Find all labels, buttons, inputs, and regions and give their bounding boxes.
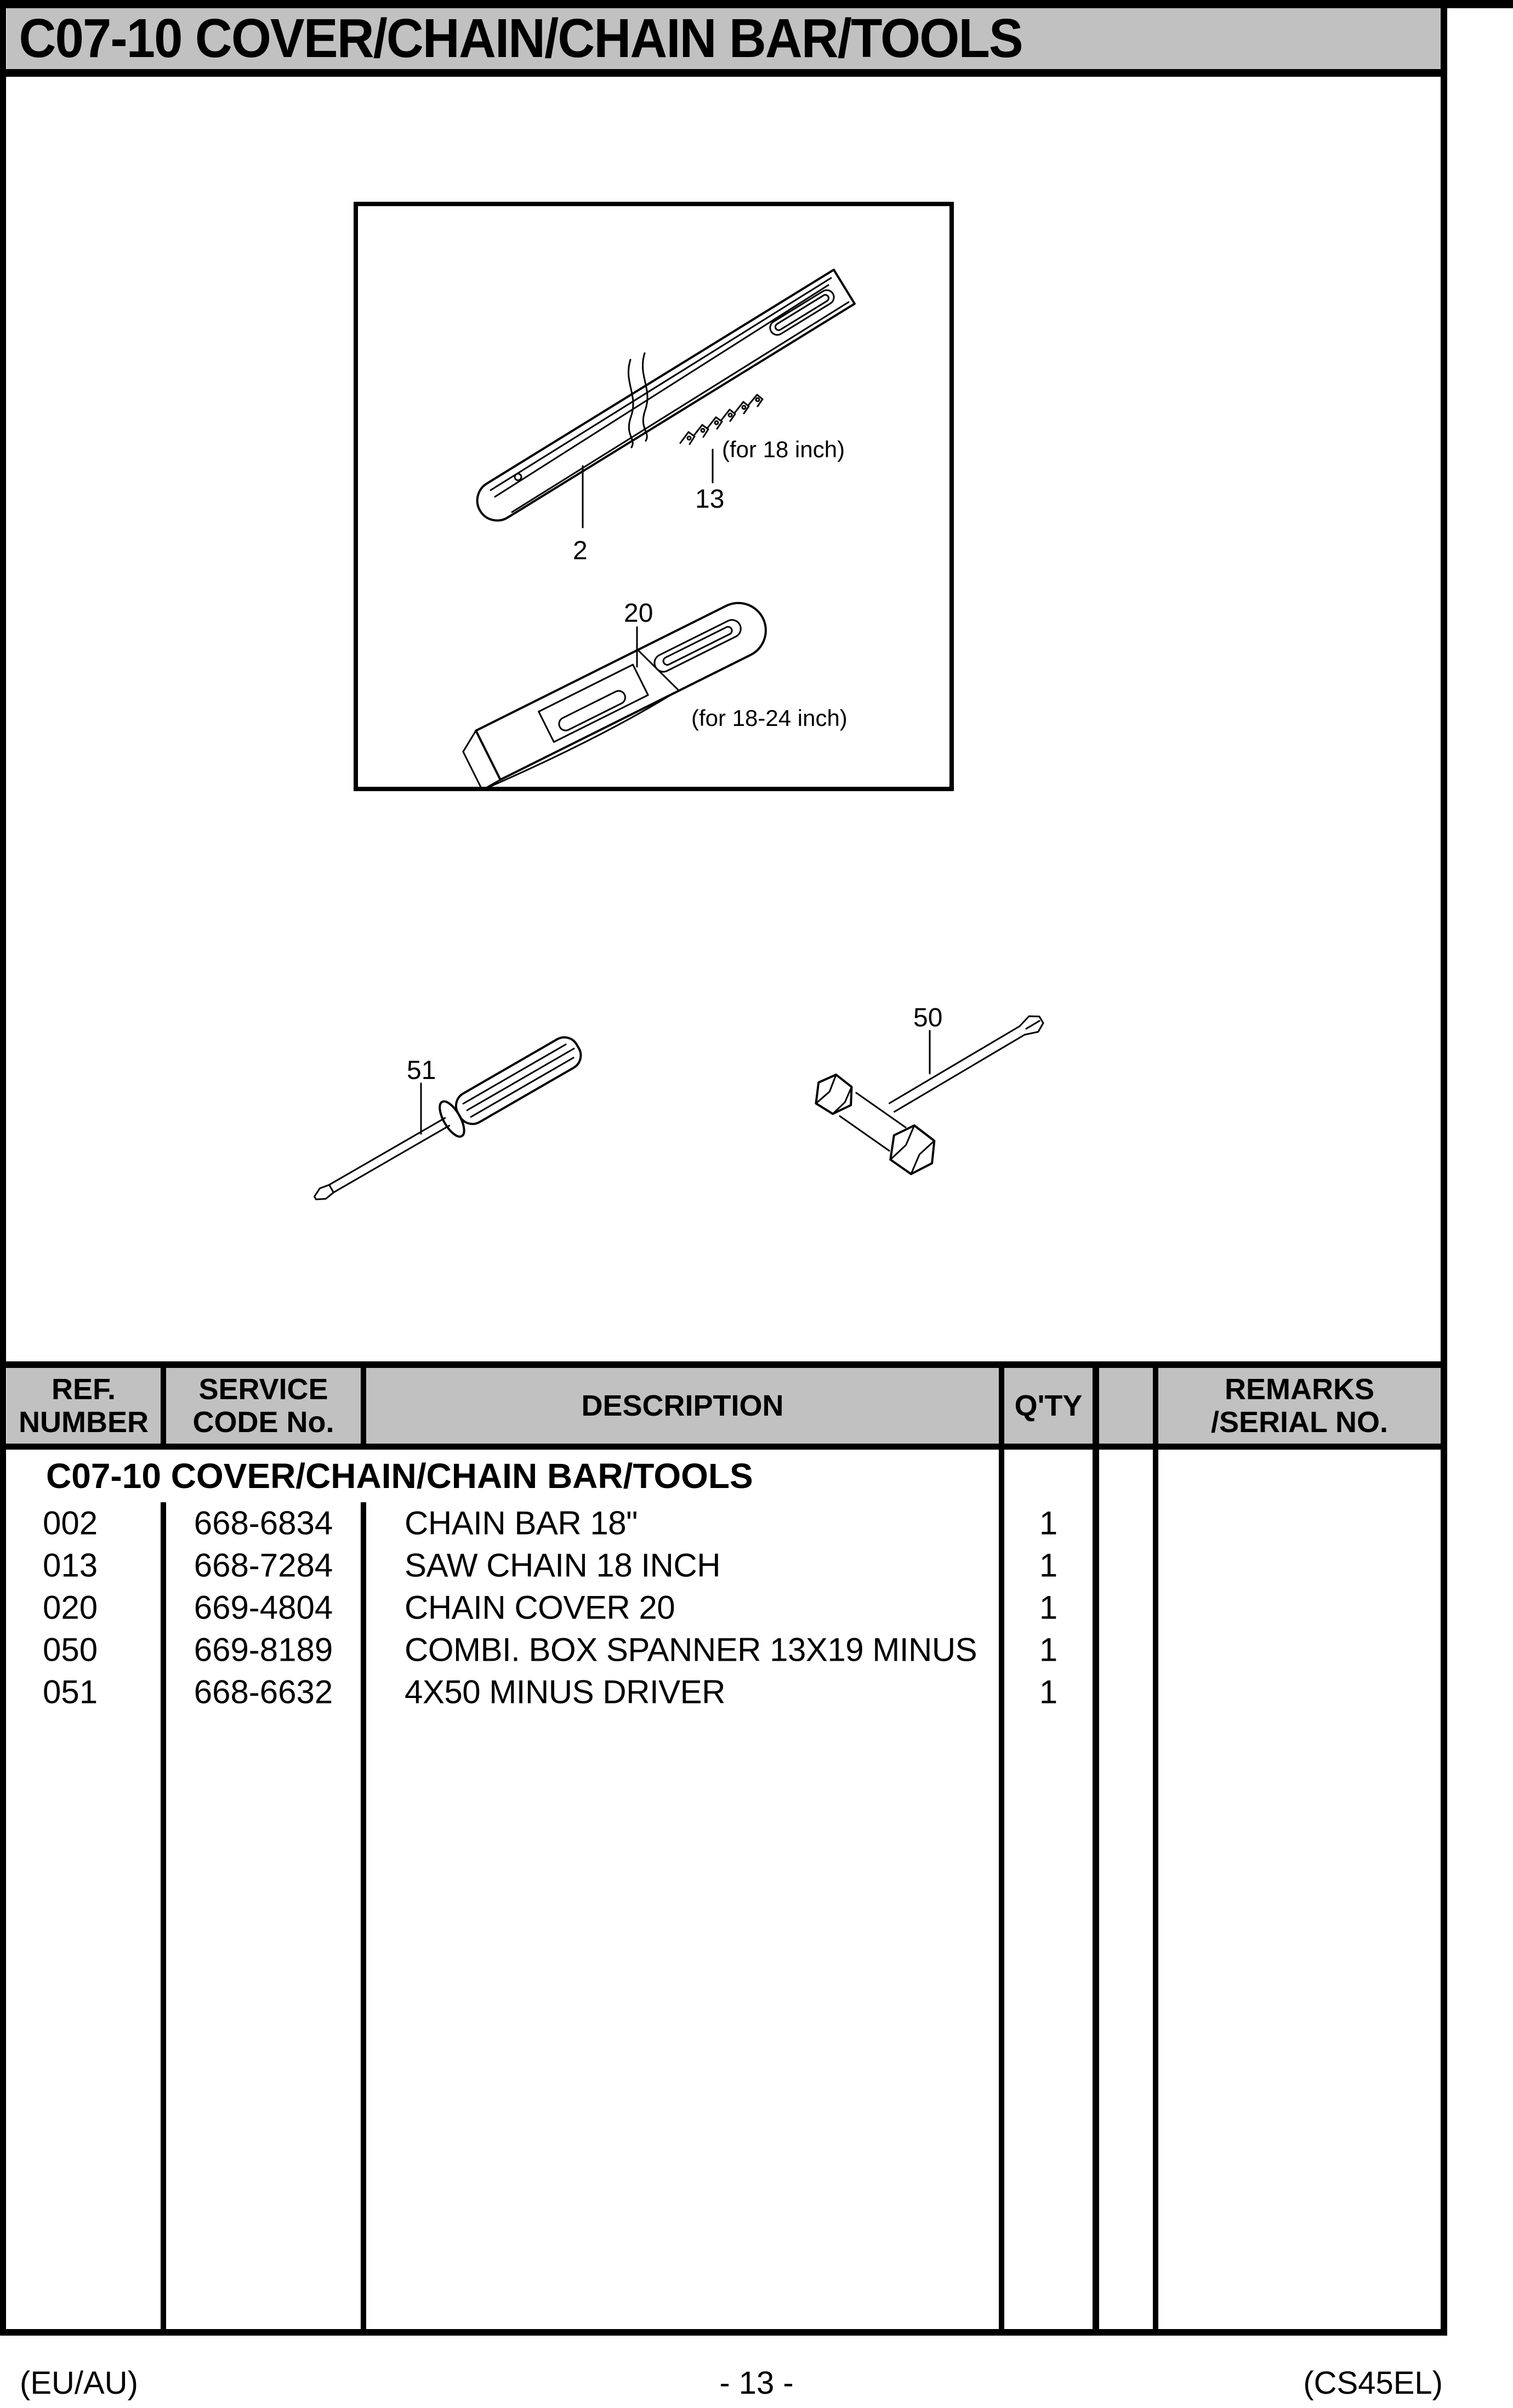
header-description-label: DESCRIPTION xyxy=(581,1389,784,1422)
top-border-bar xyxy=(0,0,1513,8)
cell-ref: 013 xyxy=(43,1547,98,1583)
parts-diagram xyxy=(354,202,954,791)
cell-ref: 020 xyxy=(43,1589,98,1626)
callout-50: 50 xyxy=(913,1003,943,1032)
box-spanner-shaft xyxy=(888,1012,1046,1115)
cell-ref: 051 xyxy=(43,1673,98,1710)
cell-ref: 002 xyxy=(43,1504,98,1541)
footer-model: (CS45EL) xyxy=(1303,2365,1443,2401)
title-band xyxy=(7,8,1441,69)
cell-code: 669-8189 xyxy=(194,1631,333,1668)
table-row xyxy=(7,1671,1441,1713)
header-service-line2: CODE No. xyxy=(192,1406,334,1439)
title-underline xyxy=(0,69,1447,77)
footer-page-number: - 13 - xyxy=(719,2365,794,2401)
header-ref-number xyxy=(7,1368,161,1444)
header-remarks xyxy=(1158,1368,1441,1444)
header-service-code xyxy=(166,1368,361,1444)
table-header-bottom-line xyxy=(0,1444,1447,1450)
header-divider-service-desc xyxy=(361,1368,366,1444)
cell-description: 4X50 MINUS DRIVER xyxy=(405,1673,725,1710)
header-divider-desc-qty xyxy=(999,1368,1004,1444)
cell-description: CHAIN COVER 20 xyxy=(405,1589,675,1626)
header-qty xyxy=(1004,1368,1093,1444)
header-description xyxy=(366,1368,999,1444)
cell-qty: 1 xyxy=(1039,1673,1058,1710)
cell-qty: 1 xyxy=(1039,1504,1058,1541)
chain-bar-drawing xyxy=(477,270,855,520)
table-row xyxy=(7,1502,1441,1544)
cell-qty: 1 xyxy=(1039,1547,1058,1583)
diagram-frame xyxy=(356,204,952,789)
minus-driver-drawing xyxy=(305,1029,588,1215)
header-divider-blank-remarks xyxy=(1153,1368,1158,1444)
chain-cover-drawing xyxy=(457,594,777,791)
cell-qty: 1 xyxy=(1039,1589,1058,1626)
footer-region: (EU/AU) xyxy=(20,2365,138,2401)
header-remarks-line2: /SERIAL NO. xyxy=(1210,1406,1389,1439)
cell-code: 668-6632 xyxy=(194,1673,333,1710)
table-header-top-line xyxy=(0,1361,1447,1368)
callout-13: 13 xyxy=(695,485,725,514)
page-right-border xyxy=(1441,0,1447,2335)
cell-code: 668-6834 xyxy=(194,1504,333,1541)
section-title-row xyxy=(7,1453,999,1499)
page-left-border xyxy=(0,0,6,2335)
table-row xyxy=(7,1628,1441,1671)
note-for-18-inch: (for 18 inch) xyxy=(722,436,845,462)
table-row xyxy=(7,1586,1441,1628)
cell-description: COMBI. BOX SPANNER 13X19 MINUS xyxy=(405,1631,977,1668)
cell-ref: 050 xyxy=(43,1631,98,1668)
section-title: C07-10 COVER/CHAIN/CHAIN BAR/TOOLS xyxy=(46,1456,753,1496)
cell-qty: 1 xyxy=(1039,1631,1058,1668)
note-for-18-24-inch: (for 18-24 inch) xyxy=(691,705,847,731)
header-ref-line2: NUMBER xyxy=(19,1406,149,1439)
table-row xyxy=(7,1544,1441,1586)
cell-code: 668-7284 xyxy=(194,1547,333,1583)
cell-description: SAW CHAIN 18 INCH xyxy=(405,1547,721,1583)
callout-2: 2 xyxy=(573,536,588,565)
cell-description: CHAIN BAR 18" xyxy=(405,1504,638,1541)
callout-51: 51 xyxy=(407,1056,436,1085)
table-bottom-border xyxy=(0,2329,1447,2336)
callout-20: 20 xyxy=(624,599,653,628)
header-divider-qty-blank xyxy=(1093,1368,1099,1444)
header-divider-ref-service xyxy=(161,1368,166,1444)
header-ref-line1: REF. xyxy=(51,1373,116,1406)
cell-code: 669-4804 xyxy=(194,1589,333,1626)
header-qty-label: Q'TY xyxy=(1014,1389,1083,1422)
header-remarks-line1: REMARKS xyxy=(1224,1373,1374,1406)
page-title: C07-10 COVER/CHAIN/CHAIN BAR/TOOLS xyxy=(19,8,1022,69)
header-service-line1: SERVICE xyxy=(198,1373,328,1406)
tools-diagram xyxy=(274,987,1096,1239)
